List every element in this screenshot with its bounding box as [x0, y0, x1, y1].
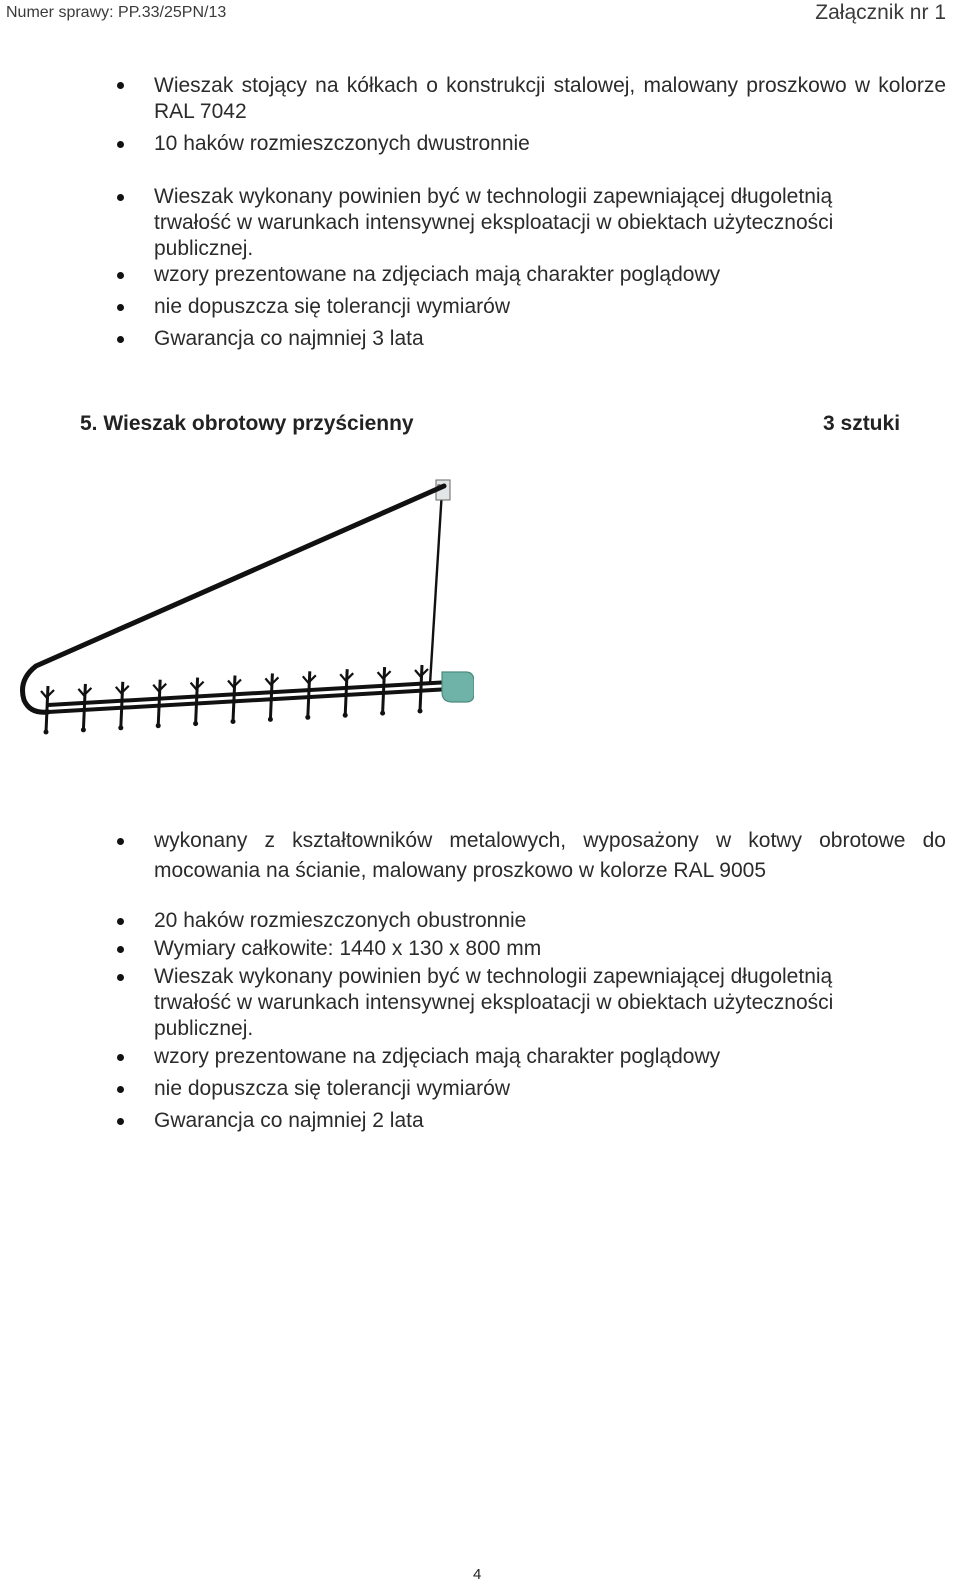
list-item — [0, 262, 960, 288]
bullet-icon — [117, 1086, 124, 1093]
list-item-text: Wieszak wykonany powinien być w technologii zapewniającej długoletnią trwałość w warunkach intensywnej eksploatacji w obiektach użyteczności publicznej. — [154, 965, 834, 1040]
list-item-text: wykonany z kształtowników metalowych, wyposażony w kotwy obrotowe do mocowania na ścianie, malowany proszkowo w kolorze RAL 9005 — [154, 829, 946, 882]
bullet-icon — [117, 1054, 124, 1061]
bullet-icon — [117, 82, 124, 89]
bullet-icon — [117, 336, 124, 343]
list-item-text: wzory prezentowane na zdjęciach mają charakter poglądowy — [154, 263, 721, 286]
list-item — [0, 1108, 960, 1134]
section4-bullet-list — [0, 72, 960, 352]
hooks-group — [41, 665, 428, 735]
coat-rack-image — [14, 476, 474, 746]
list-item — [0, 72, 960, 125]
bullet-icon — [117, 946, 124, 953]
list-item-text: 20 haków rozmieszczonych obustronnie — [154, 909, 527, 932]
bullet-icon — [117, 304, 124, 311]
list-item-text: Wymiary całkowite: 1440 x 130 x 800 mm — [154, 937, 542, 960]
list-item — [0, 826, 960, 884]
bullet-icon — [117, 838, 124, 845]
bullet-icon — [117, 1118, 124, 1125]
section5-bullet-list — [0, 826, 960, 1134]
attachment-label: Załącznik nr 1 — [815, 1, 946, 24]
bullet-icon — [117, 141, 124, 148]
list-item — [0, 1076, 960, 1102]
list-item-text: 10 haków rozmieszczonych dwustronnie — [154, 132, 530, 155]
bullet-icon — [117, 194, 124, 201]
list-item — [0, 1044, 960, 1070]
list-item-text: nie dopuszcza się tolerancji wymiarów — [154, 295, 510, 318]
page-number: 4 — [473, 1566, 482, 1583]
section-title: 5. Wieszak obrotowy przyścienny — [80, 412, 414, 435]
list-item — [0, 908, 960, 934]
list-item-text: Wieszak wykonany powinien być w technologii zapewniającej długoletnią trwałość w warunkach intensywnej eksploatacji w obiektach użyteczności publicznej. — [154, 185, 834, 260]
list-item — [0, 964, 960, 1042]
list-item — [0, 936, 960, 962]
list-item-text: wzory prezentowane na zdjęciach mają charakter poglądowy — [154, 1045, 721, 1068]
list-item — [0, 184, 960, 262]
list-item-text: Gwarancja co najmniej 3 lata — [154, 327, 424, 350]
bottom-wall-bracket — [442, 672, 474, 702]
section-quantity: 3 sztuki — [823, 412, 901, 435]
list-item — [0, 131, 960, 157]
diagonal-arm — [23, 486, 445, 712]
bullet-icon — [117, 918, 124, 925]
list-item-text: Wieszak stojący na kółkach o konstrukcji stalowej, malowany proszkowo w kolorze RAL 7042 — [154, 74, 946, 123]
vertical-pole — [430, 490, 442, 684]
list-item — [0, 326, 960, 352]
bullet-icon — [117, 974, 124, 981]
bullet-icon — [117, 272, 124, 279]
list-item-text: nie dopuszcza się tolerancji wymiarów — [154, 1077, 510, 1100]
list-item — [0, 294, 960, 320]
case-number: Numer sprawy: PP.33/25PN/13 — [6, 4, 227, 21]
list-item-text: Gwarancja co najmniej 2 lata — [154, 1109, 424, 1132]
